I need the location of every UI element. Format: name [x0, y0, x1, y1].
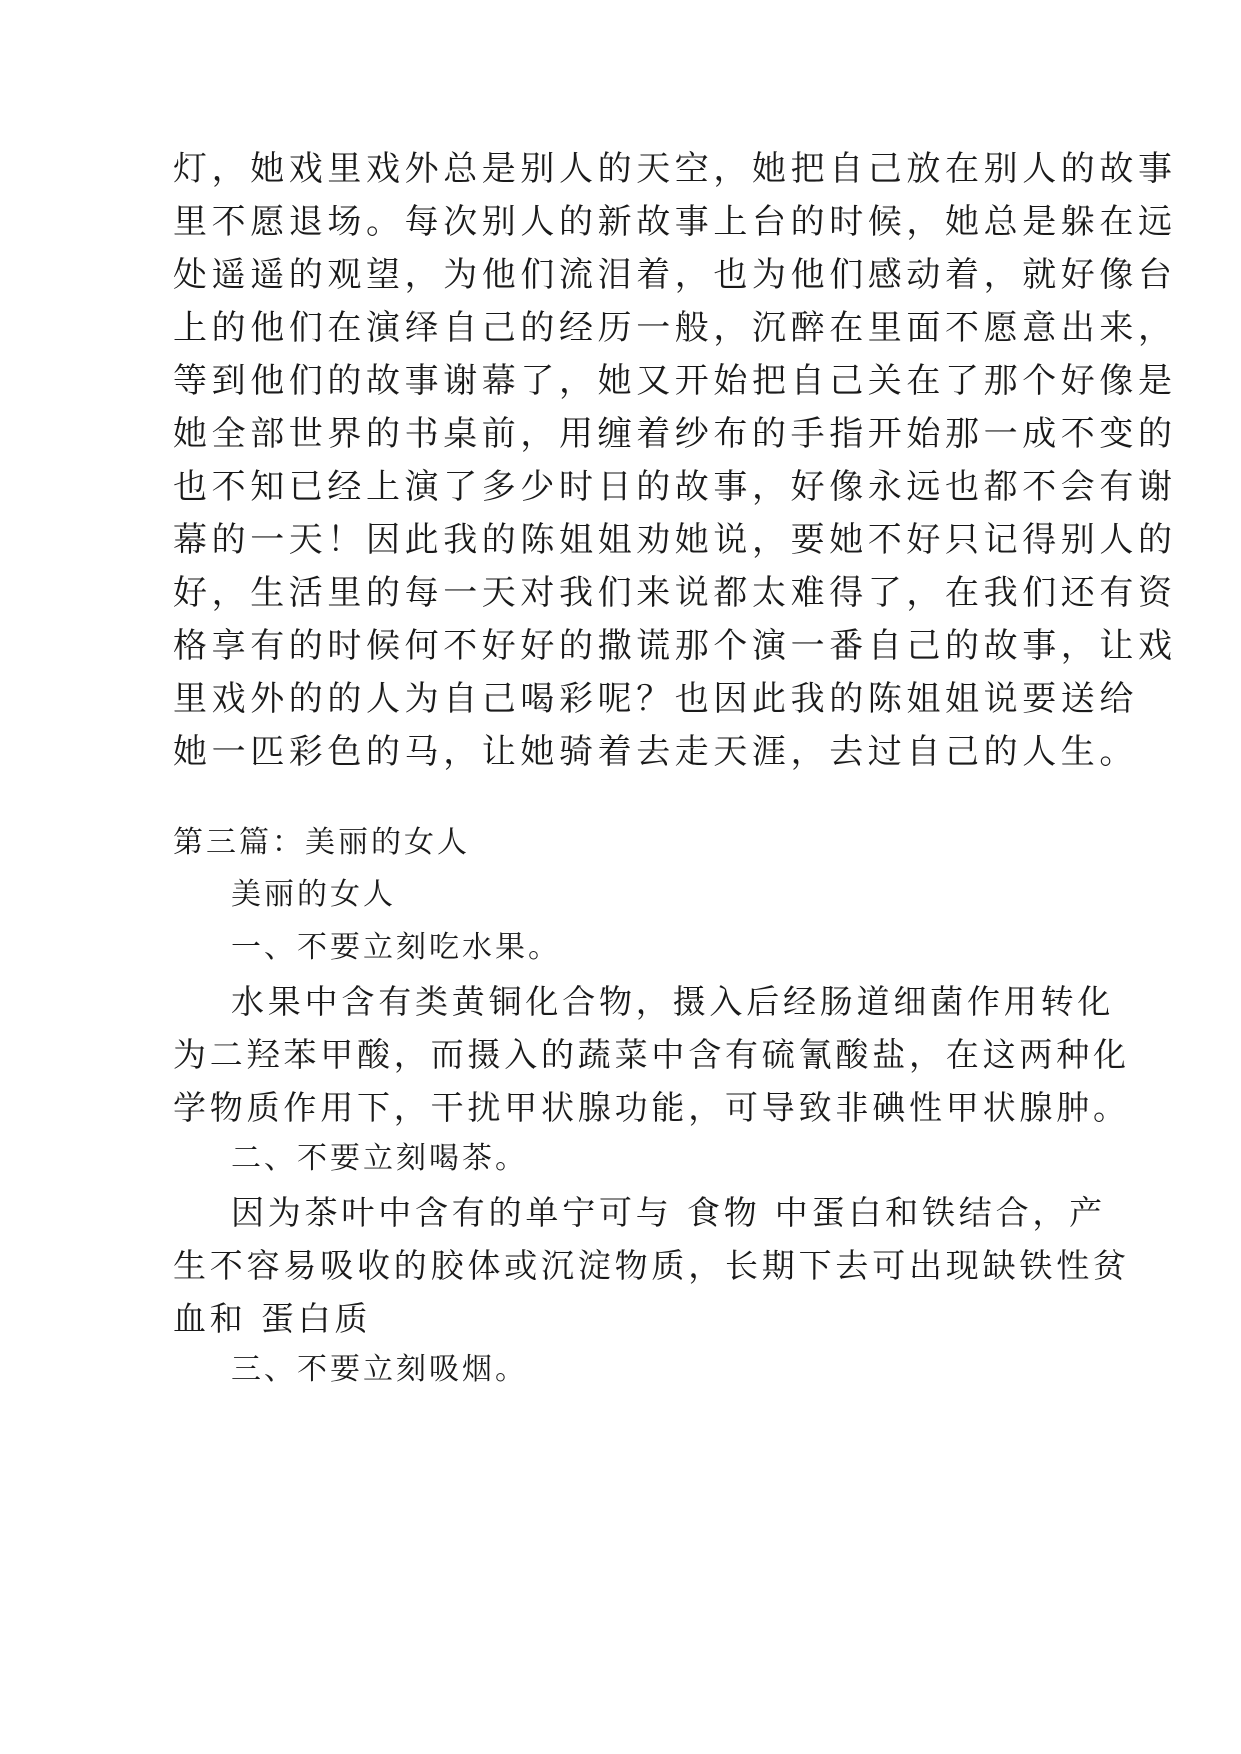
text-line: 幕的一天！因此我的陈姐姐劝她说，要她不好只记得别人的	[173, 520, 1177, 560]
item-title: 二、不要立刻喝茶。	[231, 1141, 528, 1176]
text-line: 上的他们在演绎自己的经历一般，沉醉在里面不愿意出来，	[173, 308, 1177, 348]
text-line: 灯，她戏里戏外总是别人的天空，她把自己放在别人的故事	[173, 149, 1177, 189]
text-line: 学物质作用下，干扰甲状腺功能，可导致非碘性甲状腺肿。	[173, 1088, 1130, 1127]
item-title: 三、不要立刻吸烟。	[231, 1352, 528, 1387]
section-heading: 第三篇：美丽的女人	[173, 825, 470, 860]
text-line: 她全部世界的书桌前，用缠着纱布的手指开始那一成不变的	[173, 414, 1177, 454]
text-line: 为二羟苯甲酸，而摄入的蔬菜中含有硫氰酸盐，在这两种化	[173, 1035, 1130, 1074]
text-line: 好，生活里的每一天对我们来说都太难得了，在我们还有资	[173, 573, 1177, 613]
text-line: 处遥遥的观望，为他们流泪着，也为他们感动着，就好像台	[173, 255, 1177, 295]
text-line: 里不愿退场。每次别人的新故事上台的时候，她总是躲在远	[173, 202, 1177, 242]
section-title: 美丽的女人	[231, 877, 396, 912]
text-line: 也不知已经上演了多少时日的故事，好像永远也都不会有谢	[173, 467, 1177, 507]
text-line: 水果中含有类黄铜化合物，摄入后经肠道细菌作用转化	[231, 982, 1115, 1021]
item-title: 一、不要立刻吃水果。	[231, 930, 561, 965]
text-line: 格享有的时候何不好好的撒谎那个演一番自己的故事，让戏	[173, 626, 1177, 666]
text-line: 血和 蛋白质	[173, 1299, 372, 1338]
text-line: 等到他们的故事谢幕了，她又开始把自己关在了那个好像是	[173, 361, 1177, 401]
text-line: 她一匹彩色的马，让她骑着去走天涯，去过自己的人生。	[173, 732, 1138, 772]
text-line: 生不容易吸收的胶体或沉淀物质，长期下去可出现缺铁性贫	[173, 1246, 1130, 1285]
text-line: 因为茶叶中含有的单宁可与 食物 中蛋白和铁结合，产	[231, 1193, 1106, 1232]
text-line: 里戏外的的人为自己喝彩呢？也因此我的陈姐姐说要送给	[173, 679, 1138, 719]
